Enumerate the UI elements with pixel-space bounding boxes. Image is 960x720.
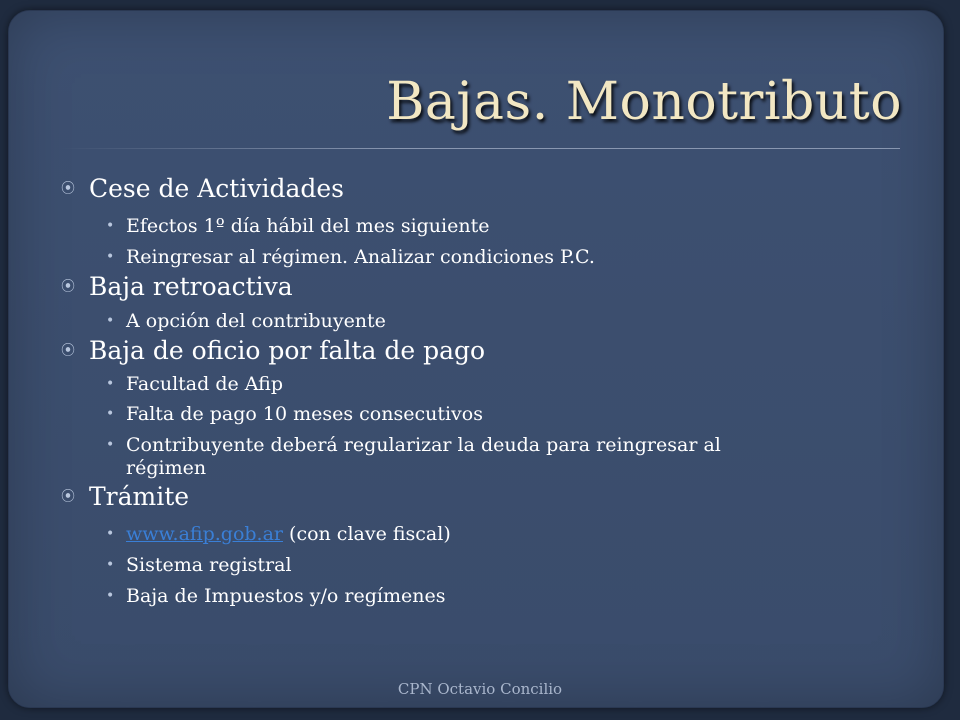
dot-bullet-icon: •	[106, 376, 115, 392]
dot-bullet-icon: •	[106, 526, 115, 542]
list-item-text: Reingresar al régimen. Analizar condiciones P.C.	[126, 246, 595, 268]
list-item-text: (con clave fiscal)	[283, 523, 451, 545]
list-item	[106, 434, 721, 456]
list-item-text: Contribuyente deberá regularizar la deuda para reingresar al	[126, 434, 721, 456]
list-item	[106, 523, 451, 545]
section-heading	[61, 272, 293, 301]
slide-footer: CPN Octavio Concilio	[397, 680, 563, 698]
afip-link[interactable]: www.afip.gob.ar	[126, 523, 283, 545]
circle-bullet-icon: ⦿	[61, 489, 75, 505]
section-heading-text: Baja de oficio por falta de pago	[89, 336, 486, 365]
circle-bullet-icon: ⦿	[61, 343, 75, 359]
list-item-continuation	[126, 457, 206, 479]
slide-title: Bajas. Monotributo	[386, 72, 902, 132]
dot-bullet-icon: •	[106, 588, 115, 604]
list-item-text: régimen	[126, 457, 207, 479]
dot-bullet-icon: •	[106, 557, 115, 573]
section-heading	[61, 336, 486, 365]
list-item	[106, 310, 386, 332]
list-item-text: Baja de Impuestos y/o regímenes	[126, 585, 446, 607]
section-heading	[61, 174, 344, 203]
dot-bullet-icon: •	[106, 437, 115, 453]
section-heading-text: Baja retroactiva	[89, 272, 293, 301]
list-item	[106, 215, 490, 237]
dot-bullet-icon: •	[106, 218, 115, 234]
list-item	[106, 246, 595, 268]
list-item	[106, 373, 284, 395]
list-item	[106, 554, 292, 576]
dot-bullet-icon: •	[106, 313, 115, 329]
list-item	[106, 403, 483, 425]
dot-bullet-icon: •	[106, 249, 115, 265]
list-item-text: Efectos 1º día hábil del mes siguiente	[126, 215, 490, 237]
list-item	[106, 585, 446, 607]
list-item-text: A opción del contribuyente	[126, 310, 386, 332]
section-heading-text: Cese de Actividades	[89, 174, 344, 203]
dot-bullet-icon: •	[106, 406, 115, 422]
list-item-text: Falta de pago 10 meses consecutivos	[126, 403, 483, 425]
circle-bullet-icon: ⦿	[61, 181, 75, 197]
list-item-text: Facultad de Afip	[126, 373, 284, 395]
section-heading	[61, 482, 190, 511]
list-item-text: Sistema registral	[126, 554, 292, 576]
circle-bullet-icon: ⦿	[61, 279, 75, 295]
section-heading-text: Trámite	[89, 482, 190, 511]
